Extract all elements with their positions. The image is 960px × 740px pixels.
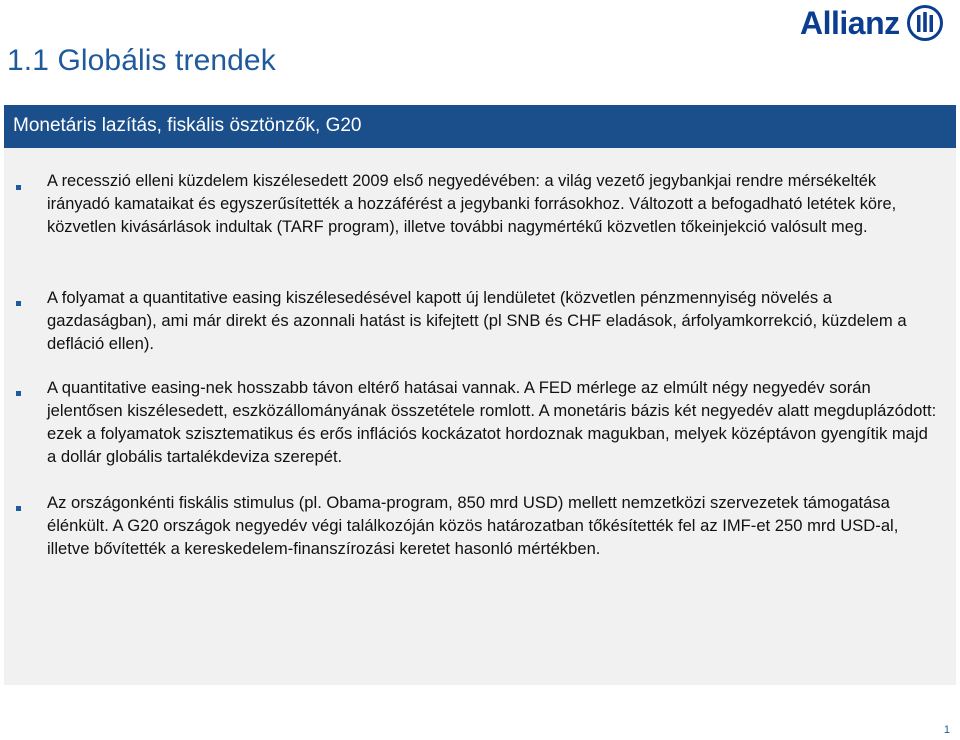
square-bullet-icon [16, 301, 21, 306]
square-bullet-icon [16, 391, 21, 396]
allianz-logo [800, 3, 958, 43]
slide-title: 1.1 Globális trendek [7, 44, 276, 77]
square-bullet-icon [16, 506, 21, 511]
content-panel [4, 148, 956, 685]
bullet-text: A quantitative easing-nek hosszabb távon eltérő hatásai vannak. A FED mérlege az elmúlt négy negyedév során jelentősen kiszélesedett, eszközállományának összetétele romlott. A monetáris bázis két negyedév alatt megduplázódott: ezek a folyamatok szisztematikus és erős inflációs kockázatot hordoznak magukban, melyek középtávon gyengítik majd a dollár globális tartalékdeviza szerepét. [47, 378, 937, 466]
page-number: 1 [943, 724, 950, 736]
bullet-text: A recesszió elleni küzdelem kiszélesedett 2009 első negyedévében: a világ vezető jegybankjai rendre mérsékelték irányadó kamataikat és egyszerűsítették a hozzáférést a jegybanki forrásokhoz. Változott a befogadható letétek köre, közvetlen kivásárlások indultak (TARF program), illetve további nagymértékű közvetlen tőkeinjekció valósult meg. [47, 172, 897, 236]
bullet-text: Az országonkénti fiskális stimulus (pl. Obama-program, 850 mrd USD) mellett nemzetközi szervezetek támogatása élénkült. A G20 országok negyedév végi találkozóján közös határozatban tőkésítették fel az IMF-et 250 mrd USD-al, illetve bővítették a kereskedelem-finanszírozási keretet hasonló mértékben. [47, 493, 899, 558]
allianz-eagle-icon [906, 4, 944, 42]
section-heading: Monetáris lazítás, fiskális ösztönzők, G20 [13, 115, 362, 136]
logo-wordmark: Allianz [800, 5, 900, 41]
section-header-bar [4, 105, 956, 148]
bullet-text: A folyamat a quantitative easing kiszélesedésével kapott új lendületet (közvetlen pénzmennyiség növelés a gazdaságban), ami már direkt és azonnali hatást is kifejtett (pl SNB és CHF eladások, árfolyamkorrekció, küzdelem a defláció ellen). [47, 288, 907, 353]
square-bullet-icon [16, 185, 21, 190]
